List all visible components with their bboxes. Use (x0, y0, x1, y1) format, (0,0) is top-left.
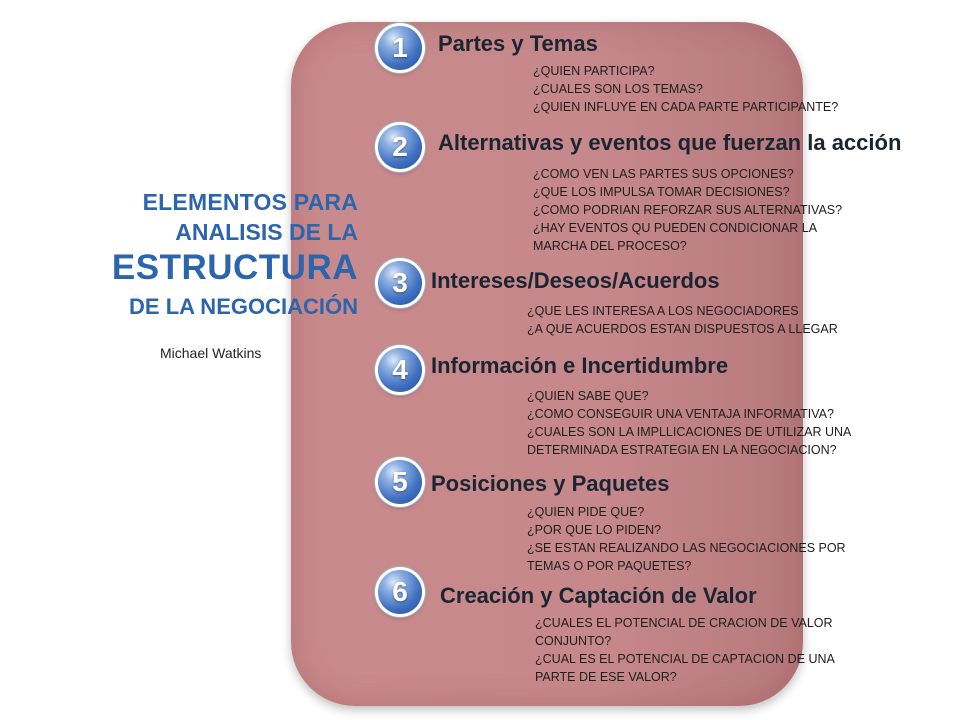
number-badge-2: 2 (378, 125, 422, 169)
question: ¿QUIEN PARTICIPA? (533, 64, 655, 78)
question: ¿QUIEN INFLUYE EN CADA PARTE PARTICIPANTE? (533, 100, 839, 114)
question: ¿QUIEN SABE QUE? (527, 389, 649, 403)
title-line-4: DE LA NEGOCIACIÓN (129, 294, 358, 319)
title-line-2: ANALISIS DE LA (175, 219, 358, 245)
question: MARCHA DEL PROCESO? (533, 239, 687, 253)
author-name: Michael Watkins (160, 345, 262, 361)
element-heading-6: Creación y Captación de Valor (440, 583, 757, 608)
question-list-4 (527, 387, 851, 459)
question: ¿COMO PODRIAN REFORZAR SUS ALTERNATIVAS? (533, 203, 843, 217)
question: ¿COMO CONSEGUIR UNA VENTAJA INFORMATIVA? (527, 407, 834, 421)
element-heading-1: Partes y Temas (438, 31, 598, 56)
number-badge-6: 6 (378, 570, 422, 614)
element-heading-2: Alternativas y eventos que fuerzan la acción (438, 130, 902, 155)
number-badge-4: 4 (378, 348, 422, 392)
question: ¿CUALES EL POTENCIAL DE CRACION DE VALOR (535, 616, 833, 630)
title-line-1: ELEMENTOS PARA (142, 189, 358, 215)
element-heading-3: Intereses/Deseos/Acuerdos (431, 268, 720, 293)
question: ¿QUE LES INTERESA A LOS NEGOCIADORES (527, 304, 799, 318)
question: ¿HAY EVENTOS QU PUEDEN CONDICIONAR LA (533, 221, 818, 235)
question: ¿CUALES SON LOS TEMAS? (533, 82, 703, 96)
number-badge-1: 1 (378, 26, 422, 70)
question-list-2 (533, 165, 842, 255)
question-list-5 (527, 503, 846, 575)
question: ¿COMO VEN LAS PARTES SUS OPCIONES? (533, 167, 794, 181)
question: TEMAS O POR PAQUETES? (527, 559, 692, 573)
question: DETERMINADA ESTRATEGIA EN LA NEGOCIACION? (527, 443, 837, 457)
question: ¿QUE LOS IMPULSA TOMAR DECISIONES? (533, 185, 790, 199)
question: ¿CUAL ES EL POTENCIAL DE CAPTACION DE UNA (535, 652, 835, 666)
question: CONJUNTO? (535, 634, 612, 648)
element-heading-4: Información e Incertidumbre (431, 353, 729, 378)
question-list-1 (533, 62, 838, 116)
question: ¿POR QUE LO PIDEN? (527, 523, 662, 537)
question: ¿CUALES SON LA IMPLLICACIONES DE UTILIZAR UNA (527, 425, 852, 439)
question: ¿SE ESTAN REALIZANDO LAS NEGOCIACIONES POR (527, 541, 846, 555)
question: PARTE DE ESE VALOR? (535, 670, 677, 684)
number-badge-3: 3 (378, 261, 422, 305)
question-list-6 (535, 614, 835, 686)
title-line-3: ESTRUCTURA (111, 248, 358, 287)
number-badge-5: 5 (378, 460, 422, 504)
question-list-3 (527, 302, 838, 338)
element-heading-5: Posiciones y Paquetes (431, 471, 670, 496)
question: ¿A QUE ACUERDOS ESTAN DISPUESTOS A LLEGAR (527, 322, 838, 336)
question: ¿QUIEN PIDE QUE? (527, 505, 645, 519)
